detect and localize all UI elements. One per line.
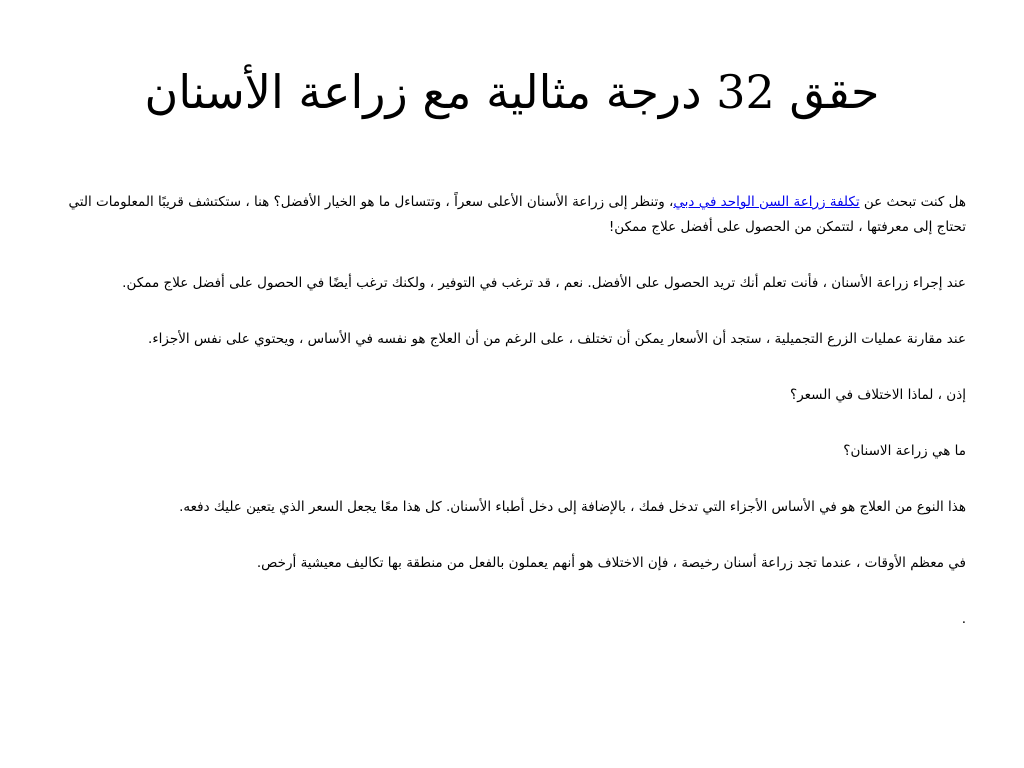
slide-title: حقق 32 درجة مثالية مع زراعة الأسنان	[144, 65, 880, 119]
paragraph-why-difference: إذن ، لماذا الاختلاف في السعر؟	[790, 387, 966, 403]
paragraph-price-comparison: عند مقارنة عمليات الزرع التجميلية ، ستجد أن الأسعار يمكن أن تختلف ، على الرغم من أن العلاج هو نفسه في الأساس ، ويحتوي على نفس الأجزاء.	[148, 331, 966, 347]
slide-body	[60, 190, 966, 663]
intro-text-after-link: ، وتنظر إلى زراعة الأسنان الأعلى سعراً ، وتتساءل ما هو الخيار الأفضل؟ هنا ، ستكتشف قريبًا المعلومات التي تحتاج إلى معرفتها ، لتتمكن من الحصول على أفضل علاج ممكن!	[68, 194, 966, 235]
trailing-dot: .	[961, 611, 966, 627]
paragraph-treatment-parts: هذا النوع من العلاج هو في الأساس الأجزاء التي تدخل فمك ، بالإضافة إلى دخل أطباء الأسنان. كل هذا معًا يجعل السعر الذي يتعين عليك دفعه.	[179, 499, 966, 515]
paragraph-best-treatment: عند إجراء زراعة الأسنان ، فأنت تعلم أنك تريد الحصول على الأفضل. نعم ، قد ترغب في التوفير ، ولكنك ترغب أيضًا في الحصول على أفضل علاج ممكن.	[122, 275, 966, 291]
paragraph-intro	[60, 190, 966, 240]
paragraph-cheap-implants: في معظم الأوقات ، عندما تجد زراعة أسنان رخيصة ، فإن الاختلاف هو أنهم يعملون بالفعل من منطقة بها تكاليف معيشية أرخص.	[256, 555, 966, 571]
dubai-implant-cost-link[interactable]: تكلفة زراعة السن الواحد في دبي	[673, 194, 860, 210]
intro-text-before-link: هل كنت تبحث عن	[859, 194, 966, 210]
paragraph-what-is-implant: ما هي زراعة الاسنان؟	[843, 443, 966, 459]
